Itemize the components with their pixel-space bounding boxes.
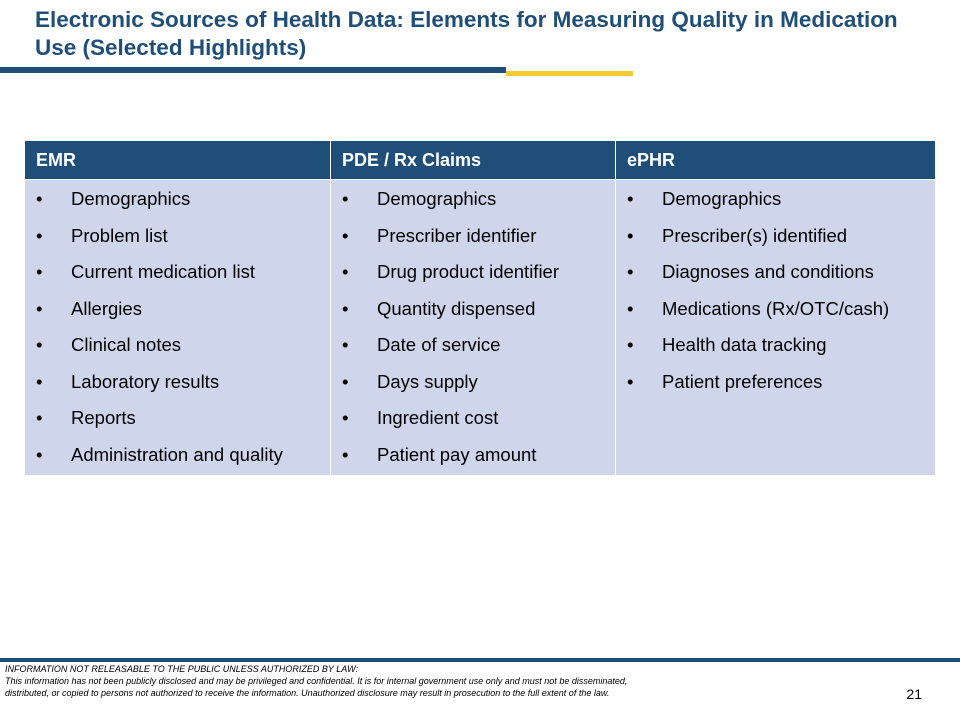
list-item: • Laboratory results — [33, 370, 320, 394]
footer-disclaimer — [5, 663, 885, 699]
title-underline-blue — [0, 67, 506, 73]
list-item: • Days supply — [339, 370, 605, 394]
ephr-list — [624, 187, 925, 394]
list-item: • Prescriber identifier — [339, 224, 605, 248]
list-item: • Demographics — [624, 187, 925, 211]
list-item: • Quantity dispensed — [339, 297, 605, 321]
list-item: • Clinical notes — [33, 333, 320, 357]
column-header-emr: EMR — [25, 141, 331, 180]
list-item: • Diagnoses and conditions — [624, 260, 925, 284]
title-underline-yellow — [506, 71, 633, 76]
emr-cell — [25, 180, 331, 476]
disclaimer-line: This information has not been publicly disclosed and may be privileged and confidential. It is for internal government use only and must not be disseminated, — [5, 676, 628, 686]
list-item: • Patient pay amount — [339, 443, 605, 467]
list-item: • Allergies — [33, 297, 320, 321]
list-item: • Prescriber(s) identified — [624, 224, 925, 248]
list-item: • Patient preferences — [624, 370, 925, 394]
disclaimer-line: INFORMATION NOT RELEASABLE TO THE PUBLIC UNLESS AUTHORIZED BY LAW: — [5, 664, 359, 674]
list-item: • Administration and quality — [33, 443, 320, 467]
column-header-pde-rx-claims: PDE / Rx Claims — [331, 141, 616, 180]
list-item: • Medications (Rx/OTC/cash) — [624, 297, 925, 321]
table-header-row — [25, 141, 936, 180]
disclaimer-line: distributed, or copied to persons not authorized to receive the information. Unauthorized disclosure may result in prosecution to the full extent of the law. — [5, 688, 610, 698]
pde-rx-claims-cell — [331, 180, 616, 476]
column-header-ephr: ePHR — [616, 141, 936, 180]
list-item: • Health data tracking — [624, 333, 925, 357]
data-sources-table — [24, 140, 936, 476]
list-item: • Ingredient cost — [339, 406, 605, 430]
list-item: • Demographics — [33, 187, 320, 211]
footer-divider — [0, 658, 960, 662]
page-number: 21 — [906, 686, 922, 702]
table-row — [25, 180, 936, 476]
ephr-cell — [616, 180, 936, 476]
pde-rx-claims-list — [339, 187, 605, 467]
emr-list — [33, 187, 320, 467]
list-item: • Problem list — [33, 224, 320, 248]
list-item: • Date of service — [339, 333, 605, 357]
list-item: • Drug product identifier — [339, 260, 605, 284]
list-item: • Demographics — [339, 187, 605, 211]
slide-title: Electronic Sources of Health Data: Elements for Measuring Quality in Medication Use (Selected Highlights) — [35, 7, 898, 60]
list-item: • Current medication list — [33, 260, 320, 284]
list-item: • Reports — [33, 406, 320, 430]
